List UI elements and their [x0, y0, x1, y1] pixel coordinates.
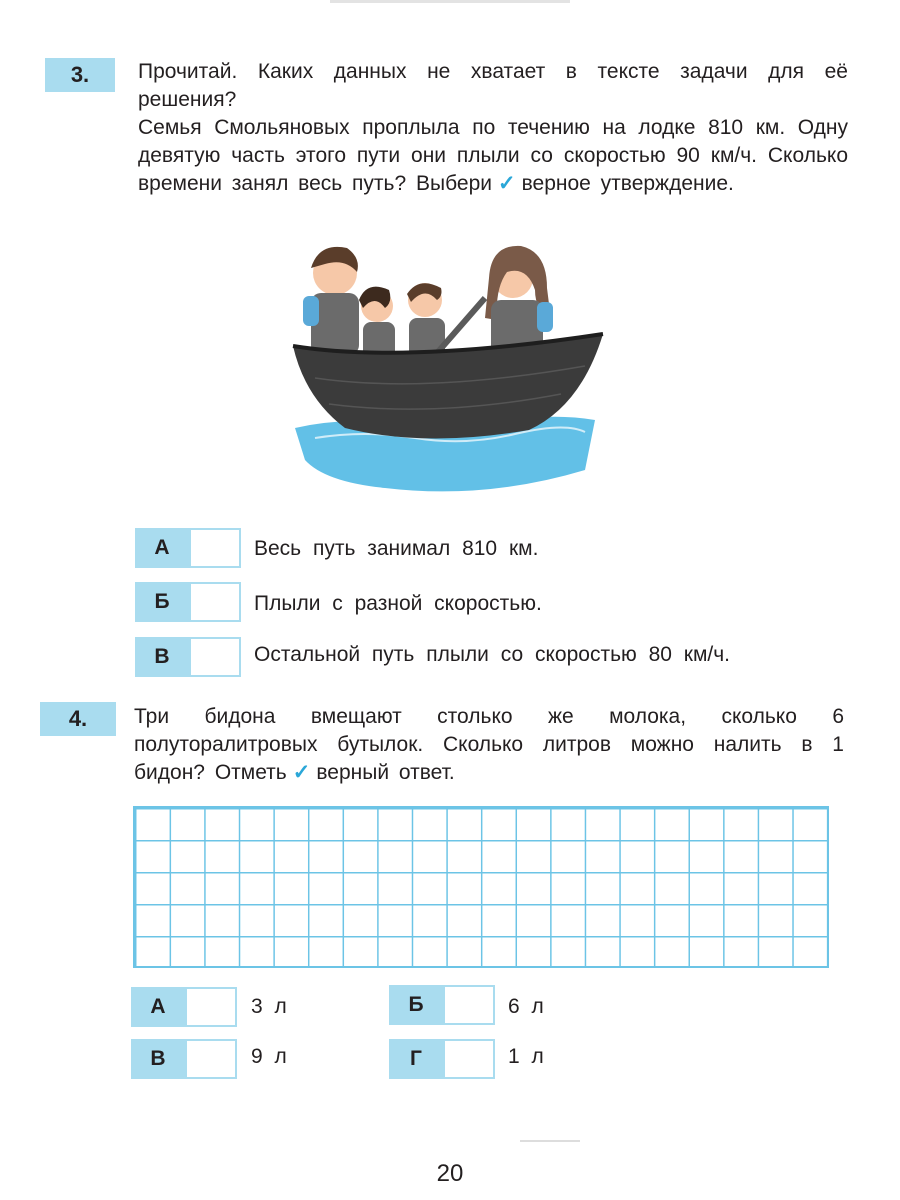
task3-number: 3.	[45, 58, 115, 92]
option-text: 3 л	[251, 995, 287, 1018]
task4-option-b[interactable]	[389, 985, 495, 1025]
divider	[520, 1140, 580, 1142]
option-letter: Б	[389, 985, 443, 1025]
check-icon: ✓	[292, 761, 311, 784]
task3-problem-text: Семья Смольяновых проплыла по течению на лодке 810 км. Одну девятую часть этого пути они плыли со скоростью 90 км/ч. Сколько времени занял весь путь?	[138, 116, 848, 195]
answer-checkbox[interactable]	[185, 1039, 237, 1079]
task4-mark-before: Отметь	[214, 761, 287, 784]
answer-checkbox[interactable]	[443, 985, 495, 1025]
option-letter: Г	[389, 1039, 443, 1079]
task4-mark-after: верный ответ.	[316, 761, 455, 784]
option-text: Остальной путь плыли со скоростью 80 км/ч.	[254, 643, 731, 666]
option-text: Весь путь занимал 810 км.	[254, 537, 539, 560]
answer-checkbox[interactable]	[443, 1039, 495, 1079]
task3-intro	[138, 58, 848, 114]
boat-family-illustration	[285, 238, 605, 500]
task3-option-b[interactable]	[135, 582, 241, 622]
task3-intro-text: Прочитай. Каких данных не хватает в тексте задачи для её решения?	[138, 60, 848, 111]
option-letter: А	[131, 987, 185, 1027]
page-number: 20	[436, 1160, 464, 1187]
top-rule	[330, 0, 570, 3]
option-text: 6 л	[508, 995, 544, 1018]
answer-checkbox[interactable]	[189, 582, 241, 622]
option-letter: А	[135, 528, 189, 568]
task3-option-a[interactable]	[135, 528, 241, 568]
check-icon: ✓	[497, 172, 516, 195]
task4-option-a[interactable]	[131, 987, 237, 1027]
option-letter: В	[131, 1039, 185, 1079]
task4-option-c[interactable]	[131, 1039, 237, 1079]
option-text: 9 л	[251, 1045, 287, 1068]
option-letter: Б	[135, 582, 189, 622]
task3-problem	[138, 114, 848, 198]
answer-checkbox[interactable]	[189, 637, 241, 677]
task3-choose-before: Выбери	[416, 172, 492, 195]
task3-choose-after: верное утверждение.	[521, 172, 734, 195]
answer-checkbox[interactable]	[189, 528, 241, 568]
task4-number: 4.	[40, 702, 116, 736]
option-letter: В	[135, 637, 189, 677]
task3-option-c[interactable]	[135, 637, 241, 677]
work-grid[interactable]	[133, 806, 829, 968]
task4-option-d[interactable]	[389, 1039, 495, 1079]
task4-problem-text: Три бидона вмещают столько же молока, сколько 6 полуторалитровых бутылок. Сколько литров можно налить в 1 бидон?	[134, 705, 844, 784]
task4-problem	[134, 703, 844, 787]
option-text: Плыли с разной скоростью.	[254, 592, 542, 615]
answer-checkbox[interactable]	[185, 987, 237, 1027]
option-text: 1 л	[508, 1045, 544, 1068]
